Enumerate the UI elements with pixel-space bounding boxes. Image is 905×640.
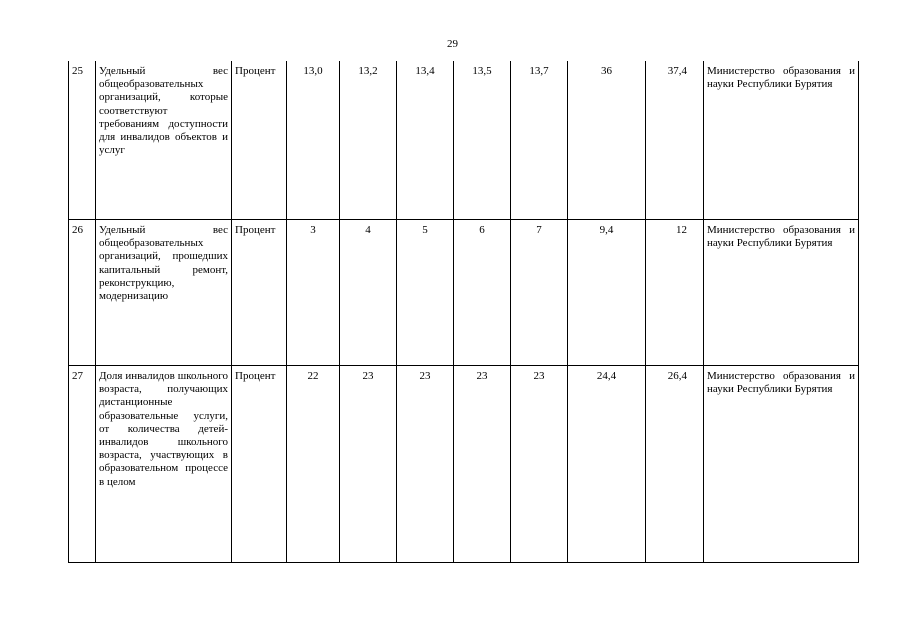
unit-cell: Процент <box>232 366 287 563</box>
value-cell: 6 <box>454 220 511 366</box>
page-number: 29 <box>447 38 458 50</box>
value-cell: 13,7 <box>511 61 568 220</box>
value-cell: 13,4 <box>397 61 454 220</box>
value-cell: 4 <box>340 220 397 366</box>
value-cell: 23 <box>340 366 397 563</box>
value-cell: 13,5 <box>454 61 511 220</box>
value-cell: 13,0 <box>287 61 340 220</box>
responsible-org: Министерство образования и науки Республики Бурятия <box>704 220 859 366</box>
table-row <box>69 220 859 366</box>
unit-cell: Процент <box>232 220 287 366</box>
value-cell: 3 <box>287 220 340 366</box>
value-cell: 22 <box>287 366 340 563</box>
value-cell: 23 <box>511 366 568 563</box>
indicator-name: Удельный вес общеобразовательных организаций, прошедших капитальный ремонт, реконструкцию, модернизацию <box>96 220 232 366</box>
row-number: 27 <box>69 366 96 563</box>
table-row <box>69 61 859 220</box>
value-cell: 13,2 <box>340 61 397 220</box>
indicator-name: Удельный вес общеобразовательных организаций, которые соответствуют требованиям доступности для инвалидов объектов и услуг <box>96 61 232 220</box>
table-row <box>69 366 859 563</box>
value-cell: 26,4 <box>646 366 704 563</box>
value-cell: 9,4 <box>568 220 646 366</box>
indicator-name: Доля инвалидов школьного возраста, получающих дистанционные образовательные услуги, от количества детей-инвалидов школьного возраста, участвующих в образовательном процессе в целом <box>96 366 232 563</box>
indicators-table <box>68 61 859 563</box>
value-cell: 12 <box>646 220 704 366</box>
value-cell: 36 <box>568 61 646 220</box>
row-number: 26 <box>69 220 96 366</box>
row-number: 25 <box>69 61 96 220</box>
unit-cell: Процент <box>232 61 287 220</box>
value-cell: 23 <box>397 366 454 563</box>
value-cell: 5 <box>397 220 454 366</box>
value-cell: 23 <box>454 366 511 563</box>
responsible-org: Министерство образования и науки Республики Бурятия <box>704 61 859 220</box>
value-cell: 24,4 <box>568 366 646 563</box>
value-cell: 37,4 <box>646 61 704 220</box>
responsible-org: Министерство образования и науки Республики Бурятия <box>704 366 859 563</box>
value-cell: 7 <box>511 220 568 366</box>
